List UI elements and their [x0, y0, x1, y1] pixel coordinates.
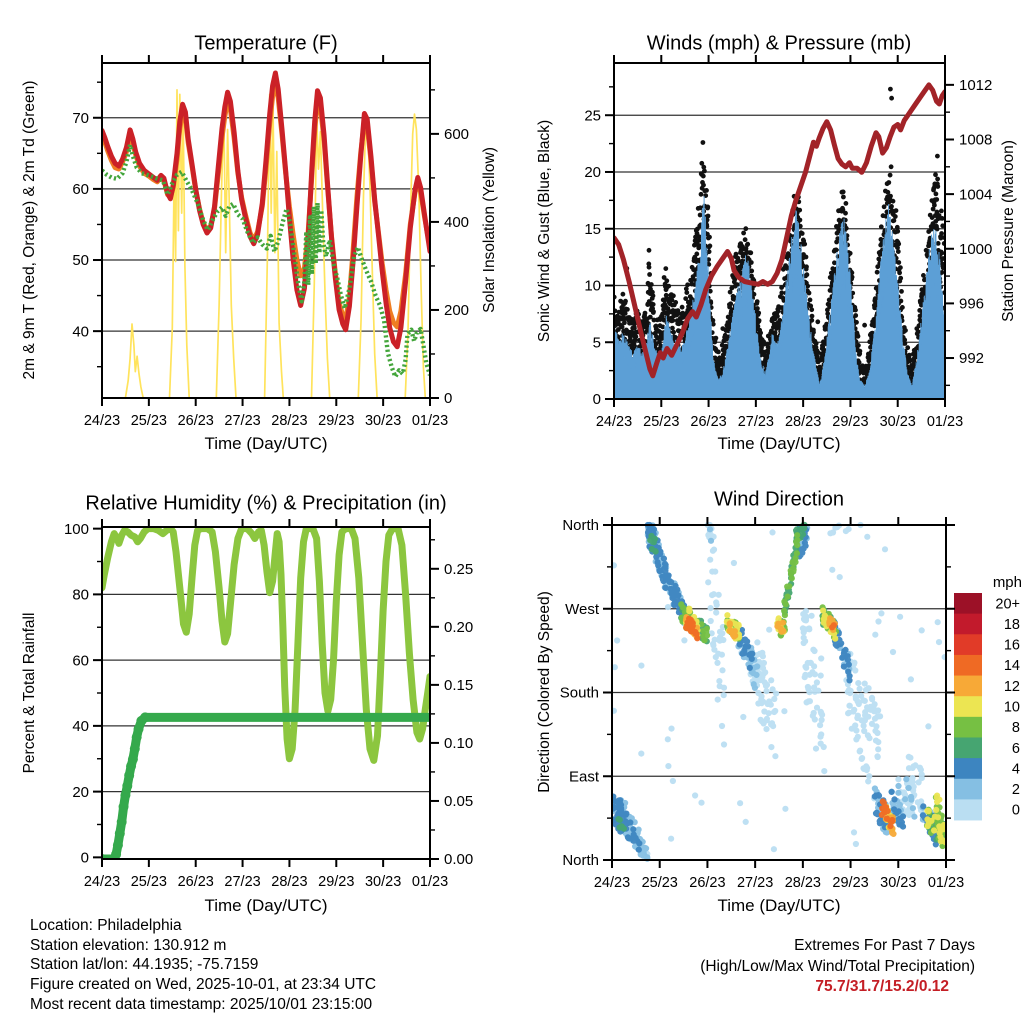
x-tick-label: 25/23 — [641, 875, 678, 891]
y-tick-label: 0.05 — [444, 793, 474, 811]
x-axis-label-temperature: Time (Day/UTC) — [204, 434, 328, 453]
y-tick-label: 1000 — [959, 240, 993, 258]
y-tick-label: 1012 — [959, 77, 993, 95]
y-tick-label: 992 — [959, 350, 985, 368]
x-tick-label: 30/23 — [364, 413, 402, 429]
x-tick-label: 27/23 — [737, 414, 775, 430]
colorbar-segment — [954, 779, 982, 800]
y-tick-label: North — [562, 517, 599, 535]
colorbar-tick-label: 12 — [1003, 678, 1020, 695]
y-tick-label: 10 — [584, 277, 601, 295]
colorbar-segment — [954, 614, 982, 635]
chart-title-winds: Winds (mph) & Pressure (mb) — [646, 32, 912, 55]
y-tick-label: 0 — [444, 390, 453, 408]
x-tick-label: 01/23 — [411, 413, 449, 429]
x-tick-label: 28/23 — [271, 413, 308, 429]
x-tick-label: 24/23 — [83, 874, 121, 890]
total-rainfall-marker — [113, 840, 123, 850]
total-rainfall-marker — [124, 770, 134, 780]
total-rainfall-marker — [130, 744, 140, 754]
temperature-plot — [72, 55, 469, 429]
x-tick-label: 27/23 — [224, 413, 261, 429]
colorbar-tick-label: 4 — [1011, 761, 1020, 778]
station-info-block — [30, 916, 376, 1015]
y-tick-label: 50 — [72, 252, 89, 270]
humidity-data — [97, 529, 430, 864]
y-tick-label: 40 — [72, 323, 89, 341]
wind_direction-plot — [560, 517, 1022, 891]
x-tick-label: 28/23 — [271, 874, 308, 890]
y-tick-label: 25 — [584, 107, 601, 125]
winds-plot — [584, 55, 992, 430]
colorbar-tick-label: 10 — [1003, 699, 1020, 716]
x-tick-label: 25/23 — [130, 413, 168, 429]
colorbar-segment — [954, 799, 982, 820]
total-rainfall-marker — [119, 802, 129, 812]
y-tick-label: North — [562, 852, 599, 870]
extremes-block — [700, 936, 975, 998]
x-tick-label: 01/23 — [926, 414, 964, 430]
x-tick-label: 01/23 — [411, 874, 449, 890]
total-rainfall-marker — [128, 754, 138, 764]
y-tick-label: 400 — [444, 214, 470, 232]
x-tick-label: 26/23 — [177, 413, 214, 429]
y-tick-label: 70 — [72, 109, 89, 127]
x-tick-label: 30/23 — [364, 874, 402, 890]
total-rainfall-marker — [117, 817, 127, 827]
x-tick-label: 26/23 — [177, 874, 214, 890]
y-axis-label-temperature-left: 2m & 9m T (Red, Orange) & 2m Td (Green) — [21, 80, 38, 380]
total-rainfall-marker — [115, 828, 125, 838]
y-tick-label: 5 — [592, 334, 601, 352]
y-tick-label: 80 — [72, 586, 89, 604]
x-tick-label: 27/23 — [736, 875, 774, 891]
y-tick-label: West — [565, 600, 599, 618]
x-tick-label: 24/23 — [595, 414, 633, 430]
colorbar-tick-label: 14 — [1003, 658, 1020, 675]
x-tick-label: 29/23 — [318, 874, 355, 890]
x-tick-label: 27/23 — [224, 874, 261, 890]
y-axis-label-wind-left: Sonic Wind & Gust (Blue, Black) — [536, 119, 553, 343]
colorbar-title: mph — [992, 574, 1022, 591]
x-tick-label: 24/23 — [83, 413, 121, 429]
x-tick-label: 30/23 — [879, 414, 916, 430]
colorbar-segment — [954, 676, 982, 697]
temperature-data — [102, 73, 430, 398]
data-timestamp-line: Most recent data timestamp: 2025/10/01 23:15:00 — [30, 995, 373, 1013]
y-axis-label-direction-left: Direction (Colored By Speed) — [536, 591, 553, 793]
extremes-subtitle: (High/Low/Max Wind/Total Precipitation) — [700, 957, 975, 975]
y-axis-label-humidity-left: Percent & Total Rainfall — [21, 612, 38, 774]
colorbar-tick-label: 8 — [1011, 720, 1020, 737]
y-tick-label: 0 — [80, 849, 89, 867]
x-axis-label-humidity: Time (Day/UTC) — [204, 896, 328, 915]
y-tick-label: 60 — [72, 181, 89, 199]
total-rainfall-line — [102, 717, 430, 859]
colorbar-segment — [954, 758, 982, 779]
colorbar-segment — [954, 696, 982, 717]
y-tick-label: 20 — [584, 164, 601, 182]
y-tick-label: 0.15 — [444, 677, 474, 695]
y-tick-label: South — [559, 684, 599, 702]
total-rainfall-marker — [122, 781, 132, 791]
x-tick-label: 29/23 — [832, 875, 869, 891]
x-tick-label: 26/23 — [690, 414, 727, 430]
y-tick-label: 0.10 — [444, 735, 474, 753]
x-tick-label: 24/23 — [593, 875, 631, 891]
x-tick-label: 28/23 — [784, 414, 822, 430]
total-rainfall-marker — [140, 712, 150, 722]
y-tick-label: 0 — [592, 391, 601, 409]
extremes-title: Extremes For Past 7 Days — [794, 937, 975, 954]
total-rainfall-marker — [111, 849, 121, 859]
station-latlon: Station lat/lon: 44.1935; -75.7159 — [30, 956, 259, 974]
humidity-plot — [64, 519, 473, 890]
y-tick-label: 60 — [72, 652, 89, 670]
colorbar-tick-label: 16 — [1003, 637, 1020, 654]
speed-colorbar — [954, 574, 1022, 820]
colorbar-tick-label: 18 — [1003, 616, 1020, 633]
y-tick-label: 0.25 — [444, 560, 474, 578]
colorbar-segment — [954, 634, 982, 655]
colorbar-segment — [954, 593, 982, 614]
y-tick-label: 996 — [959, 295, 985, 313]
total-rainfall-marker — [120, 790, 130, 800]
y-tick-label: 0.20 — [444, 619, 474, 637]
chart-title-wind-direction: Wind Direction — [713, 488, 845, 511]
x-axis-label-winds: Time (Day/UTC) — [717, 434, 841, 453]
y-tick-label: 200 — [444, 302, 470, 320]
chart-title-humidity: Relative Humidity (%) & Precipitation (in) — [85, 492, 447, 515]
x-tick-label: 25/23 — [130, 874, 168, 890]
colorbar-tick-label: 0 — [1011, 802, 1020, 819]
x-tick-label: 26/23 — [689, 875, 726, 891]
y-tick-label: 100 — [63, 520, 89, 538]
station-elevation: Station elevation: 130.912 m — [30, 936, 227, 954]
x-tick-label: 25/23 — [643, 414, 680, 430]
winds-data — [614, 85, 945, 399]
y-axis-label-pressure-right: Station Pressure (Maroon) — [1000, 140, 1017, 322]
figure-created-line: Figure created on Wed, 2025-10-01, at 23:34 UTC — [30, 976, 377, 994]
y-tick-label: 0.00 — [444, 851, 474, 869]
y-tick-label: 40 — [72, 718, 89, 736]
x-tick-label: 30/23 — [880, 875, 917, 891]
x-tick-label: 29/23 — [832, 414, 869, 430]
extremes-values: 75.7/31.7/15.2/0.12 — [815, 978, 949, 995]
x-tick-label: 01/23 — [927, 875, 965, 891]
chart-title-temperature: Temperature (F) — [194, 32, 338, 55]
colorbar-segment — [954, 655, 982, 676]
colorbar-tick-label: 20+ — [995, 596, 1020, 613]
y-tick-label: 20 — [72, 783, 89, 801]
y-tick-label: East — [568, 768, 599, 786]
y-axis-label-solar-right: Solar Insolation (Yellow) — [481, 147, 498, 313]
colorbar-tick-label: 2 — [1011, 782, 1020, 799]
colorbar-segment — [954, 717, 982, 738]
x-axis-label-wind-direction: Time (Day/UTC) — [717, 896, 841, 915]
y-tick-label: 600 — [444, 126, 470, 144]
station-location: Location: Philadelphia — [30, 917, 182, 934]
colorbar-segment — [954, 737, 982, 758]
y-tick-label: 15 — [584, 220, 601, 238]
x-tick-label: 28/23 — [784, 875, 822, 891]
x-tick-label: 29/23 — [318, 413, 355, 429]
y-tick-label: 1004 — [959, 186, 993, 204]
y-tick-label: 1008 — [959, 131, 993, 149]
colorbar-tick-label: 6 — [1011, 740, 1020, 757]
